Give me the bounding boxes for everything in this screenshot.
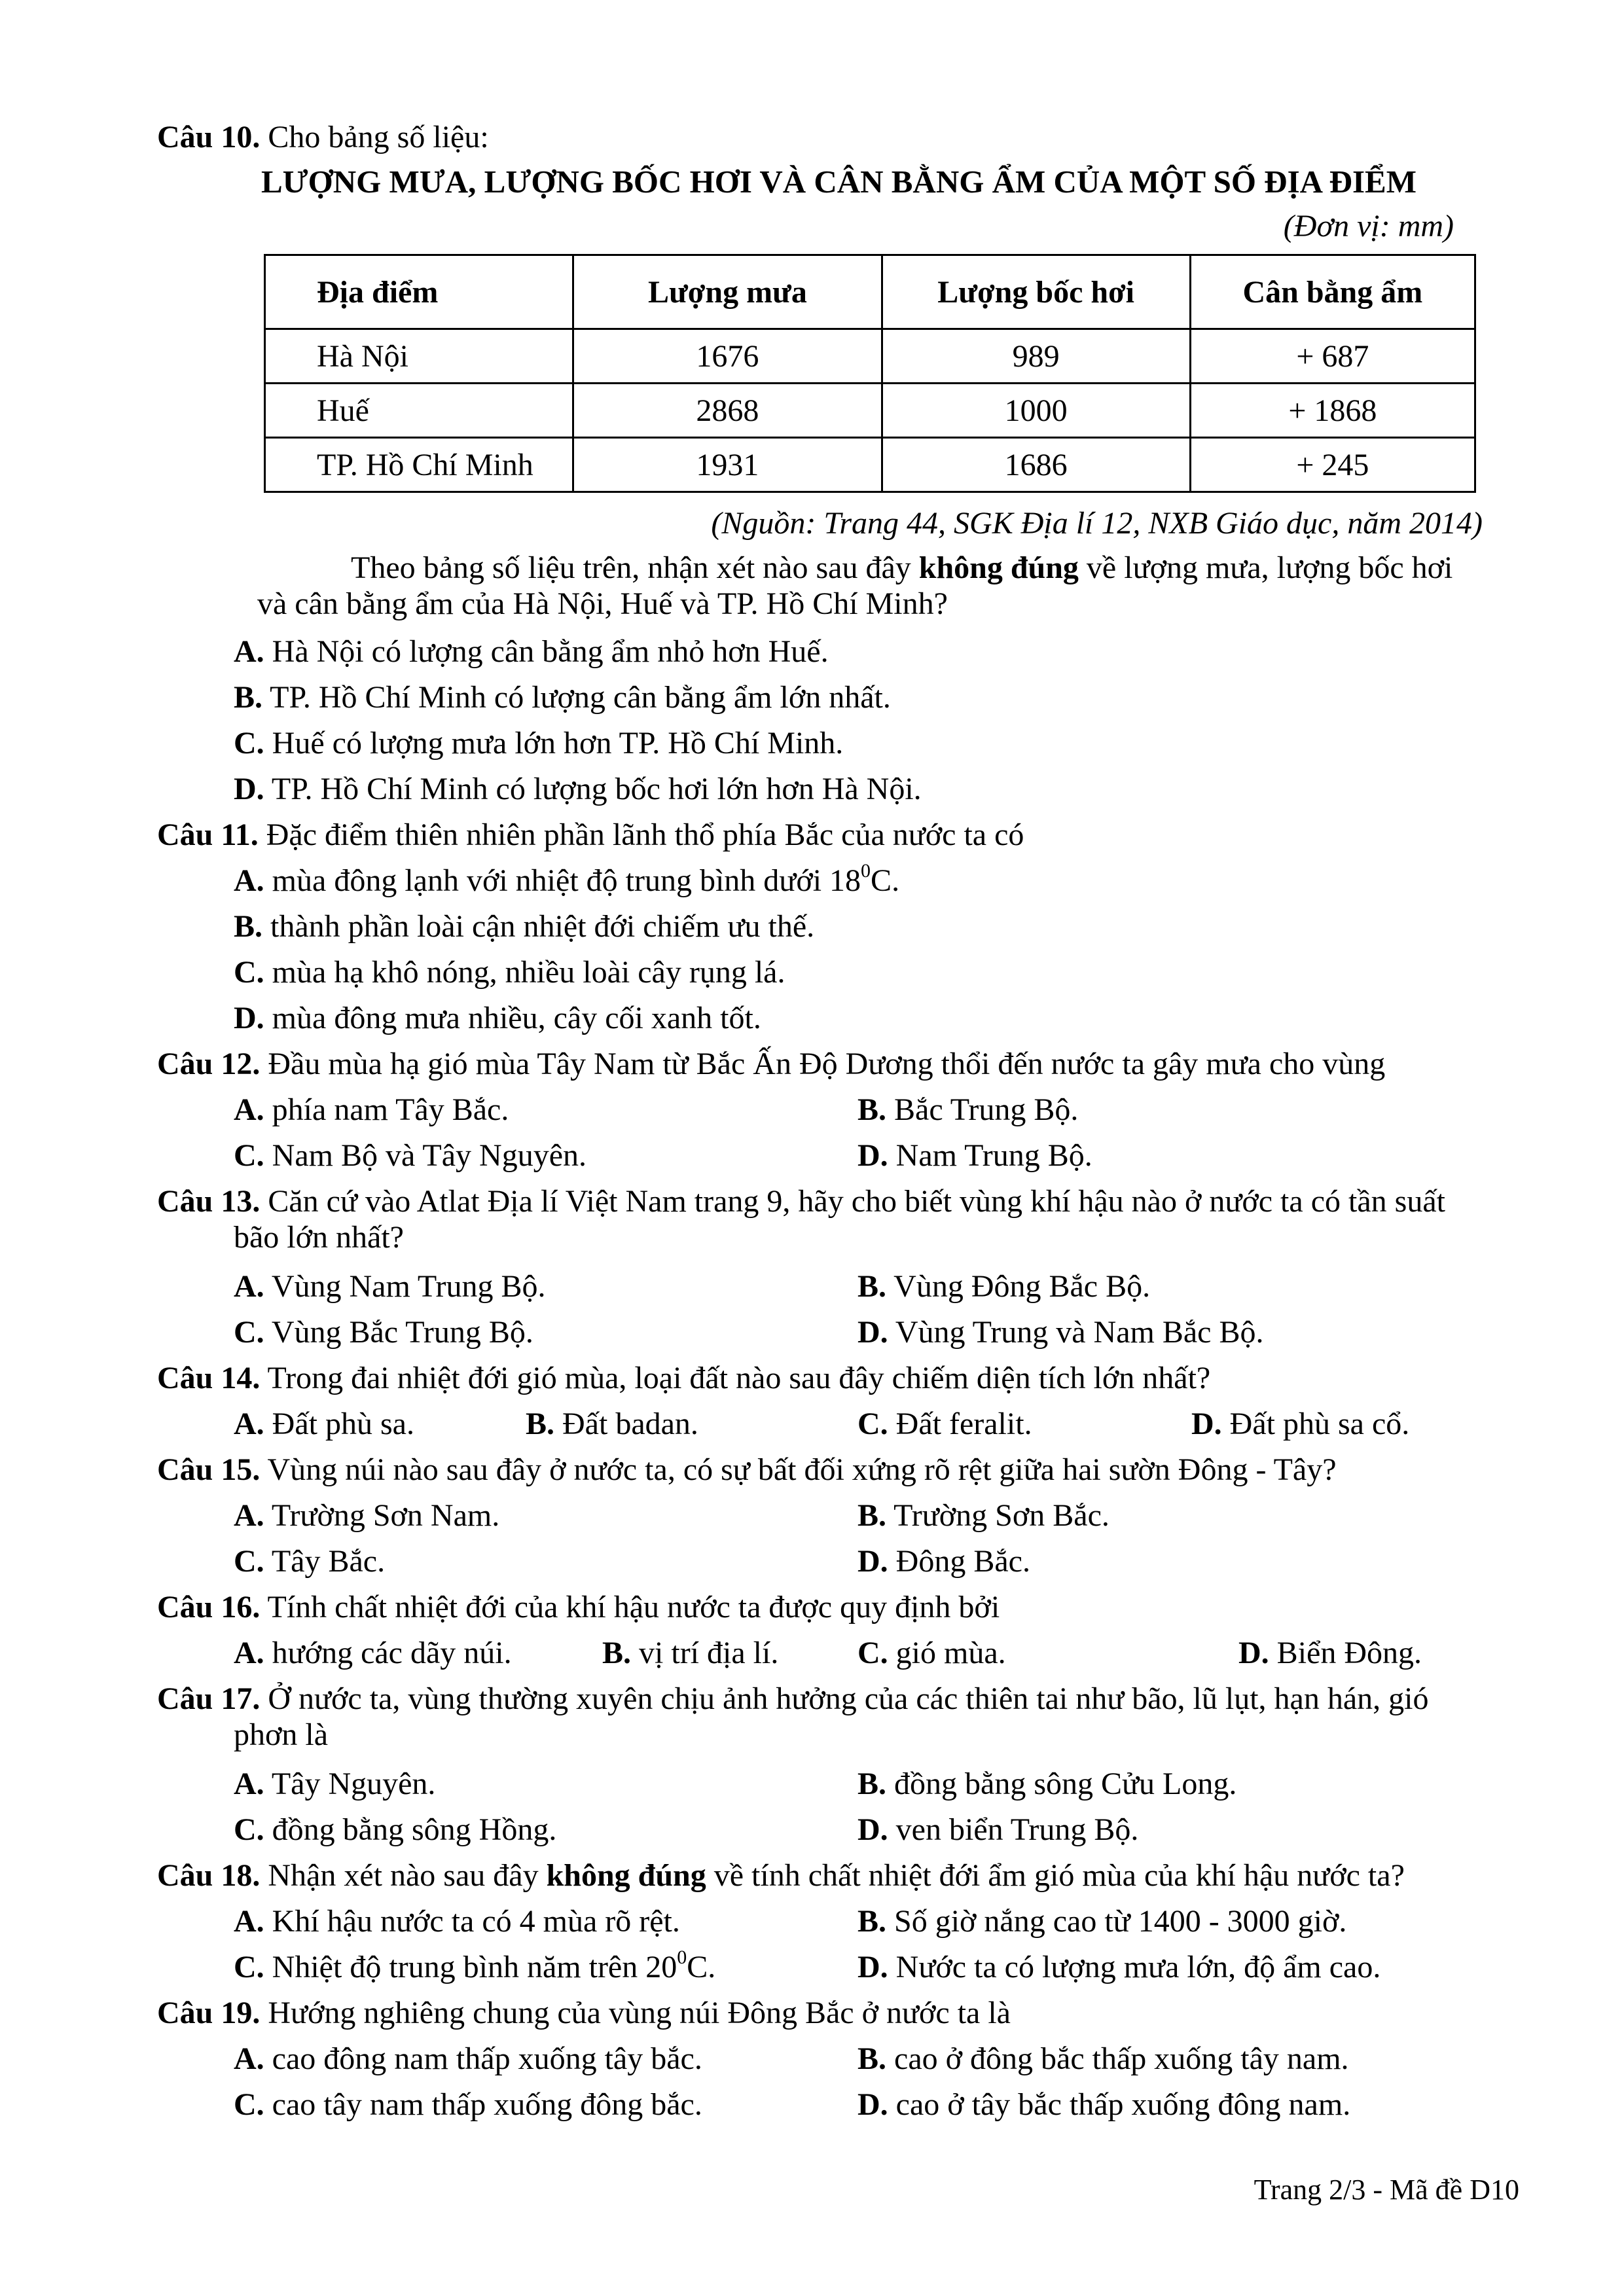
q14-option-d[interactable]: D. Đất phù sa cổ.	[1191, 1407, 1410, 1441]
q11-option-d[interactable]: D. mùa đông mưa nhiều, cây cối xanh tốt.	[234, 1001, 761, 1035]
question-11-text: Câu 11. Đặc điểm thiên nhiên phần lãnh thổ phía Bắc của nước ta có	[157, 817, 1024, 852]
q14-option-c[interactable]: C. Đất feralit.	[857, 1407, 1032, 1441]
page-footer: Trang 2/3 - Mã đề D10	[1254, 2174, 1519, 2206]
table-source: (Nguồn: Trang 44, SGK Địa lí 12, NXB Giáo dục, năm 2014)	[711, 506, 1483, 541]
table-header-cell: Lượng mưa	[573, 255, 882, 329]
q18-option-d[interactable]: D. Nước ta có lượng mưa lớn, độ ẩm cao.	[857, 1950, 1381, 1984]
q19-option-a[interactable]: A. cao đông nam thấp xuống tây bắc.	[234, 2041, 702, 2076]
question-17-text: Câu 17. Ở nước ta, vùng thường xuyên chịu ảnh hưởng của các thiên tai như bão, lũ lụt, hạn hán, gió	[157, 1681, 1429, 1716]
question-15-text: Câu 15. Vùng núi nào sau đây ở nước ta, có sự bất đối xứng rõ rệt giữa hai sườn Đông - Tây?	[157, 1452, 1337, 1487]
table-header-cell: Lượng bốc hơi	[882, 255, 1190, 329]
q16-option-b[interactable]: B. vị trí địa lí.	[602, 1636, 779, 1670]
table-cell: 2868	[573, 384, 882, 438]
q10-option-b[interactable]: B. TP. Hồ Chí Minh có lượng cân bằng ẩm lớn nhất.	[234, 680, 891, 715]
q15-option-b[interactable]: B. Trường Sơn Bắc.	[857, 1498, 1110, 1533]
table-cell: 1676	[573, 329, 882, 384]
table-cell: + 1868	[1190, 384, 1475, 438]
table-header-row	[265, 255, 1475, 329]
q16-option-c[interactable]: C. gió mùa.	[857, 1636, 1006, 1670]
q12-option-d[interactable]: D. Nam Trung Bộ.	[857, 1138, 1092, 1173]
question-14-text: Câu 14. Trong đai nhiệt đới gió mùa, loại đất nào sau đây chiếm diện tích lớn nhất?	[157, 1361, 1211, 1395]
table-row	[265, 329, 1475, 384]
table-cell: 1931	[573, 438, 882, 492]
q13-option-d[interactable]: D. Vùng Trung và Nam Bắc Bộ.	[857, 1315, 1264, 1350]
question-19-text: Câu 19. Hướng nghiêng chung của vùng núi Đông Bắc ở nước ta là	[157, 1996, 1011, 2030]
table-title: LƯỢNG MƯA, LƯỢNG BỐC HƠI VÀ CÂN BẰNG ẨM CỦA MỘT SỐ ĐỊA ĐIỂM	[261, 164, 1416, 200]
q12-option-c[interactable]: C. Nam Bộ và Tây Nguyên.	[234, 1138, 587, 1173]
q19-option-b[interactable]: B. cao ở đông bắc thấp xuống tây nam.	[857, 2041, 1349, 2076]
q15-option-d[interactable]: D. Đông Bắc.	[857, 1544, 1030, 1579]
q11-option-c[interactable]: C. mùa hạ khô nóng, nhiều loài cây rụng lá.	[234, 955, 785, 990]
table-unit: (Đơn vị: mm)	[1283, 209, 1454, 243]
q11-option-a[interactable]: A. mùa đông lạnh với nhiệt độ trung bình dưới $18^0C$.	[234, 860, 900, 898]
table-cell: Huế	[265, 384, 573, 438]
question-12-text: Câu 12. Đầu mùa hạ gió mùa Tây Nam từ Bắc Ấn Độ Dương thổi đến nước ta gây mưa cho vùng	[157, 1047, 1386, 1081]
q10-option-c[interactable]: C. Huế có lượng mưa lớn hơn TP. Hồ Chí Minh.	[234, 726, 844, 761]
question-13-text-line2: bão lớn nhất?	[234, 1220, 404, 1255]
data-table	[264, 254, 1476, 493]
table-cell: 1000	[882, 384, 1190, 438]
q19-option-d[interactable]: D. cao ở tây bắc thấp xuống đông nam.	[857, 2087, 1351, 2122]
table-cell: Hà Nội	[265, 329, 573, 384]
table-header-cell: Cân bằng ẩm	[1190, 255, 1475, 329]
q18-option-c[interactable]: C. Nhiệt độ trung bình năm trên $20^0C$.	[234, 1946, 716, 1984]
table-row	[265, 384, 1475, 438]
question-13-text: Câu 13. Căn cứ vào Atlat Địa lí Việt Nam trang 9, hãy cho biết vùng khí hậu nào ở nước ta có tần suất	[157, 1184, 1445, 1219]
table-row	[265, 438, 1475, 492]
question-17-text-line2: phơn là	[234, 1717, 329, 1752]
q12-option-a[interactable]: A. phía nam Tây Bắc.	[234, 1092, 509, 1127]
q14-option-a[interactable]: A. Đất phù sa.	[234, 1407, 414, 1441]
q13-option-a[interactable]: A. Vùng Nam Trung Bộ.	[234, 1269, 546, 1304]
q18-option-b[interactable]: B. Số giờ nắng cao từ 1400 - 3000 giờ.	[857, 1904, 1347, 1939]
q18-option-a[interactable]: A. Khí hậu nước ta có 4 mùa rõ rệt.	[234, 1904, 680, 1939]
table-cell: + 687	[1190, 329, 1475, 384]
q13-option-c[interactable]: C. Vùng Bắc Trung Bộ.	[234, 1315, 533, 1350]
question-10-intro: Câu 10. Cho bảng số liệu:	[157, 120, 489, 154]
q10-option-d[interactable]: D. TP. Hồ Chí Minh có lượng bốc hơi lớn hơn Hà Nội.	[234, 772, 922, 806]
question-10-prompt: Theo bảng số liệu trên, nhận xét nào sau đây không đúng về lượng mưa, lượng bốc hơi	[351, 550, 1453, 585]
q16-option-a[interactable]: A. hướng các dãy núi.	[234, 1636, 512, 1670]
table-cell: 989	[882, 329, 1190, 384]
table-header-cell: Địa điểm	[265, 255, 573, 329]
q14-option-b[interactable]: B. Đất badan.	[526, 1407, 698, 1441]
q16-option-d[interactable]: D. Biển Đông.	[1238, 1636, 1422, 1670]
q12-option-b[interactable]: B. Bắc Trung Bộ.	[857, 1092, 1079, 1127]
q13-option-b[interactable]: B. Vùng Đông Bắc Bộ.	[857, 1269, 1151, 1304]
q19-option-c[interactable]: C. cao tây nam thấp xuống đông bắc.	[234, 2087, 702, 2122]
q17-option-c[interactable]: C. đồng bằng sông Hồng.	[234, 1812, 557, 1847]
q17-option-a[interactable]: A. Tây Nguyên.	[234, 1767, 436, 1801]
q17-option-b[interactable]: B. đồng bằng sông Cửu Long.	[857, 1767, 1237, 1801]
table-cell: 1686	[882, 438, 1190, 492]
question-18-text: Câu 18. Nhận xét nào sau đây không đúng về tính chất nhiệt đới ẩm gió mùa của khí hậu nước ta?	[157, 1858, 1405, 1893]
q15-option-c[interactable]: C. Tây Bắc.	[234, 1544, 386, 1579]
q11-option-b[interactable]: B. thành phần loài cận nhiệt đới chiếm ưu thế.	[234, 909, 815, 944]
table-cell: TP. Hồ Chí Minh	[265, 438, 573, 492]
q17-option-d[interactable]: D. ven biển Trung Bộ.	[857, 1812, 1139, 1847]
q15-option-a[interactable]: A. Trường Sơn Nam.	[234, 1498, 500, 1533]
table-cell: + 245	[1190, 438, 1475, 492]
question-16-text: Câu 16. Tính chất nhiệt đới của khí hậu nước ta được quy định bởi	[157, 1590, 1000, 1624]
q10-option-a[interactable]: A. Hà Nội có lượng cân bằng ẩm nhỏ hơn Huế.	[234, 634, 829, 669]
question-10-prompt-line2: và cân bằng ẩm của Hà Nội, Huế và TP. Hồ Chí Minh?	[257, 586, 948, 621]
